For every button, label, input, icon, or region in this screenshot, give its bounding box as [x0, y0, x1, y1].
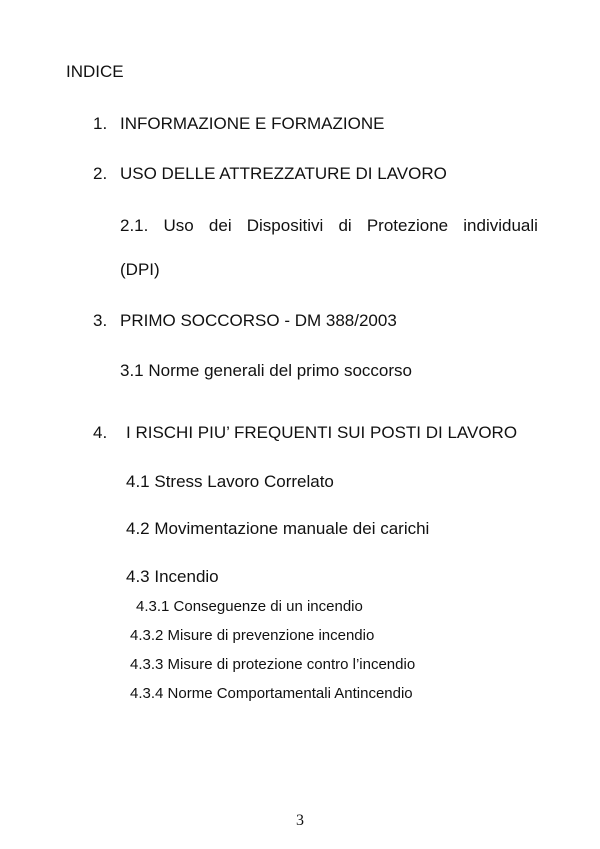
toc-entry-3-text: PRIMO SOCCORSO - DM 388/2003 — [120, 311, 397, 330]
toc-entry-1-number: 1. — [93, 114, 108, 133]
toc-word: individuali — [463, 216, 538, 235]
toc-entry-4-2: 4.2 Movimentazione manuale dei carichi — [126, 519, 430, 538]
toc-entry-4-3-2: 4.3.2 Misure di prevenzione incendio — [130, 627, 375, 644]
toc-entry-2-number: 2. — [93, 164, 108, 183]
toc-word: di — [338, 216, 352, 235]
toc-entry-2-text: USO DELLE ATTREZZATURE DI LAVORO — [120, 164, 447, 183]
toc-entry-4-3-3: 4.3.3 Misure di protezione contro l’incendio — [130, 656, 416, 673]
toc-entry-3-number: 3. — [93, 311, 108, 330]
page-number: 3 — [296, 812, 304, 829]
toc-entry-3-1: 3.1 Norme generali del primo soccorso — [120, 361, 412, 380]
toc-entry-4-3-1: 4.3.1 Conseguenze di un incendio — [136, 598, 363, 615]
toc-entry-4-3: 4.3 Incendio — [126, 567, 219, 586]
index-title: INDICE — [66, 62, 124, 81]
toc-entry-4-number: 4. — [93, 423, 108, 442]
toc-word: Protezione — [366, 216, 449, 235]
toc-word: Dispositivi — [246, 216, 324, 235]
toc-entry-2-1 — [120, 216, 538, 236]
toc-entry-1-text: INFORMAZIONE E FORMAZIONE — [120, 114, 385, 133]
toc-entry-4-3-4: 4.3.4 Norme Comportamentali Antincendio — [130, 685, 413, 702]
toc-entry-2-1-continuation: (DPI) — [120, 260, 160, 279]
toc-entry-4-text: I RISCHI PIU’ FREQUENTI SUI POSTI DI LAVORO — [126, 423, 518, 442]
toc-entry-2-1-number: 2.1. — [120, 216, 149, 235]
toc-entry-4-1: 4.1 Stress Lavoro Correlato — [126, 472, 334, 491]
toc-word: dei — [208, 216, 232, 235]
toc-word: Uso — [163, 216, 194, 235]
